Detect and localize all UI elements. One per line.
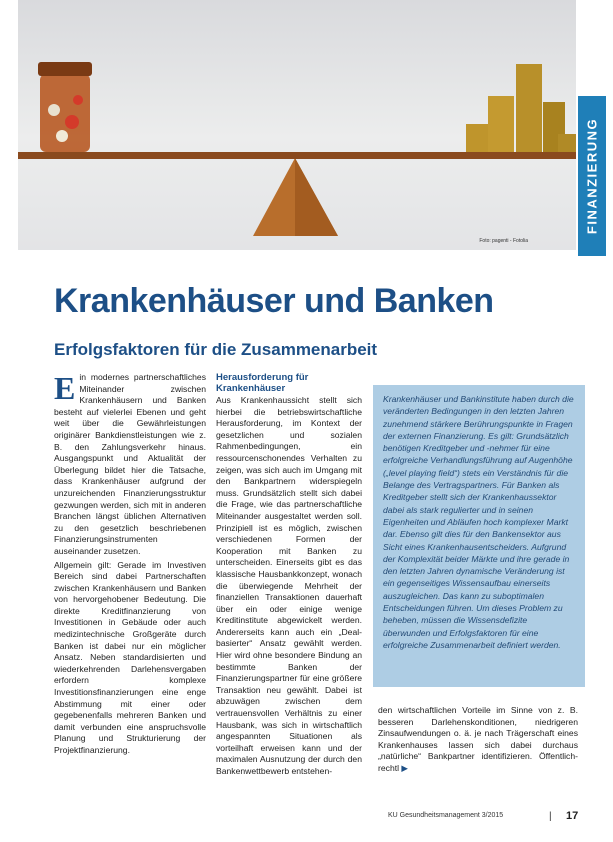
section-tab-label: FINANZIERUNG — [584, 117, 600, 235]
fulcrum-shade — [295, 158, 338, 236]
coin-stacks — [466, 64, 576, 152]
paragraph: Aus Krankenhaussicht stellt sich hierbei die betriebswirtschaftliche Herausforderung, im Kontext der gesetzlichen und sozialen Rahmenbedingungen, ein ressourcenschonendes Verhalten zu zeigen, was sich auch im Umgang mit den Bankpartnern widerspiegeln muss. Grundsätzlich stellt sich dabei die Frage, wie das partnerschaftliche Miteinander ausgestaltet werden soll. Prinzipiell ist es möglich, zwischen verschiedenen Formen der Kooperation mit Banken zu unterscheiden. Einerseits gibt es das klassische Hausbankkonzept, wonach die überwiegende Mehrheit der finanziellen Transaktionen dauerhaft über ein oder einige wenige Kreditinstitute abgewickelt werden. Andererseits kann auch ein „Deal-basierter“ Ansatz gewählt werden. Hier wird ohne besondere Bindung an bestimmte Banken der Finanzierungspartner für eine größere Transaktion neu gewählt. Dabei ist abzuwägen zwischen dem vertrauensvollen Verhältnis zu einer Hausbank, was sich in wirtschaftlich angespannten Situationen als vorteilhaft erweisen kann und der maximalen Ausnutzung der durch den Bankenwettbewerb entstehen- — [216, 395, 362, 776]
column-2 — [216, 372, 362, 780]
pill-jar-lid — [38, 62, 92, 76]
continue-arrow-icon: ▶ — [401, 762, 409, 773]
intro-callout-box — [373, 385, 585, 687]
paragraph-text: den wirtschaftlichen Vorteile im Sinne von z. B. besseren Darlehenskonditionen, niedrigeren Zinsaufwendungen o. ä. je nach Trägerschaft eines Krankenhauses lassen sich dabei durchaus „natürliche“ Bankpartner identifizieren. Öffentlich-rechtl — [378, 705, 578, 773]
column-1 — [54, 372, 206, 759]
article-title: Krankenhäuser und Banken — [54, 282, 494, 320]
photo-credit: Foto: pagenti - Fotolia — [479, 238, 528, 244]
paragraph — [378, 705, 578, 775]
article-subtitle: Erfolgsfaktoren für die Zusammenarbeit — [54, 340, 378, 359]
scale-illustration — [18, 0, 576, 250]
section-tab — [578, 96, 606, 256]
page-number: 17 — [566, 810, 579, 822]
seesaw-beam — [18, 152, 576, 159]
footer-separator: | — [549, 811, 552, 822]
callout-text: Krankenhäuser und Bankinstitute haben durch die veränderten Bedingungen in den letzten Jahren zunehmend stärkere Berührungspunkte in Fragen der externen Finanzierung. Es gilt: Grundsätzlich benötigen Kreditgeber und -nehmer für eine erfolgreiche Verhandlungsführung auf Augenhöhe („level playing field“) stets ein Verständnis für die Belange des Vertragspartners. Für Banken als Kreditgeber stellt sich der Krankenhaussektor dabei als stark regulierter und in seinen Eigenheiten und Abläufen hoch komplexer Markt dar. Ebenso gilt dies für den Bankensektor aus Sicht eines Krankenhausentscheiders. Aufgrund der Komplexität beider Märkte und ihre gerade in den letzten Jahren dynamische Veränderung ist ein gegenseitiges Wissensaufbau einerseits auszugleichen. Das kann zu suboptimalen Entscheidungen führen. Um dieses Problem zu beheben, müssen die Wissensdefizite überwunden und Erfolgsfaktoren für eine erfolgreiche Zusammenarbeit definiert werden. — [383, 394, 574, 650]
column-3 — [378, 705, 578, 777]
paragraph: Allgemein gilt: Gerade im Investiven Bereich sind dabei Partnerschaften zwischen Krankenhäusern und Banken von hervorgehobener Bedeutung. Die direkte Kreditfinanzierung von Investitionen in Gebäude oder auch medizintechnische Großgeräte durch Banken ist dabei nur ein möglicher Ansatz. Neben standardisierten und wiederkehrenden Darlehensvergaben erfordern komplexe Investitionsfinanzierungen eine enge Abstimmung mit einer oder gegebenenfalls mehreren Banken und damit verbunden eine anspruchsvolle Planung und Strukturierung der Projektfinanzierung. — [54, 559, 206, 755]
drop-cap: E — [54, 370, 76, 406]
paragraph — [54, 372, 206, 558]
header-photo — [18, 0, 576, 250]
paragraph-text: in modernes partnerschaftliches Miteinander zwischen Krankenhäusern und Banken besteht auf vielerlei Ebenen und geht weit über die Gewährleistungen originärer Bankdienstleistungen wie z. B. den Zahlungsverkehr hinaus. Ausgangspunkt und Aktualität der Überlegung bildet hier die Tatsache, dass Krankenhäuser aufgrund der unzureichenden Finanzierungsstruktur gezwungen werden, sich mit in anderen Branchen längst üblichen Alternativen zu den gesetzlich beschriebenen Finanzierungsinstrumenten auseinander zusetzen. — [54, 372, 206, 556]
footer-publication: KU Gesundheitsmanagement 3/2015 — [388, 812, 504, 819]
section-heading: Herausforderung für Krankenhäuser — [216, 372, 309, 394]
